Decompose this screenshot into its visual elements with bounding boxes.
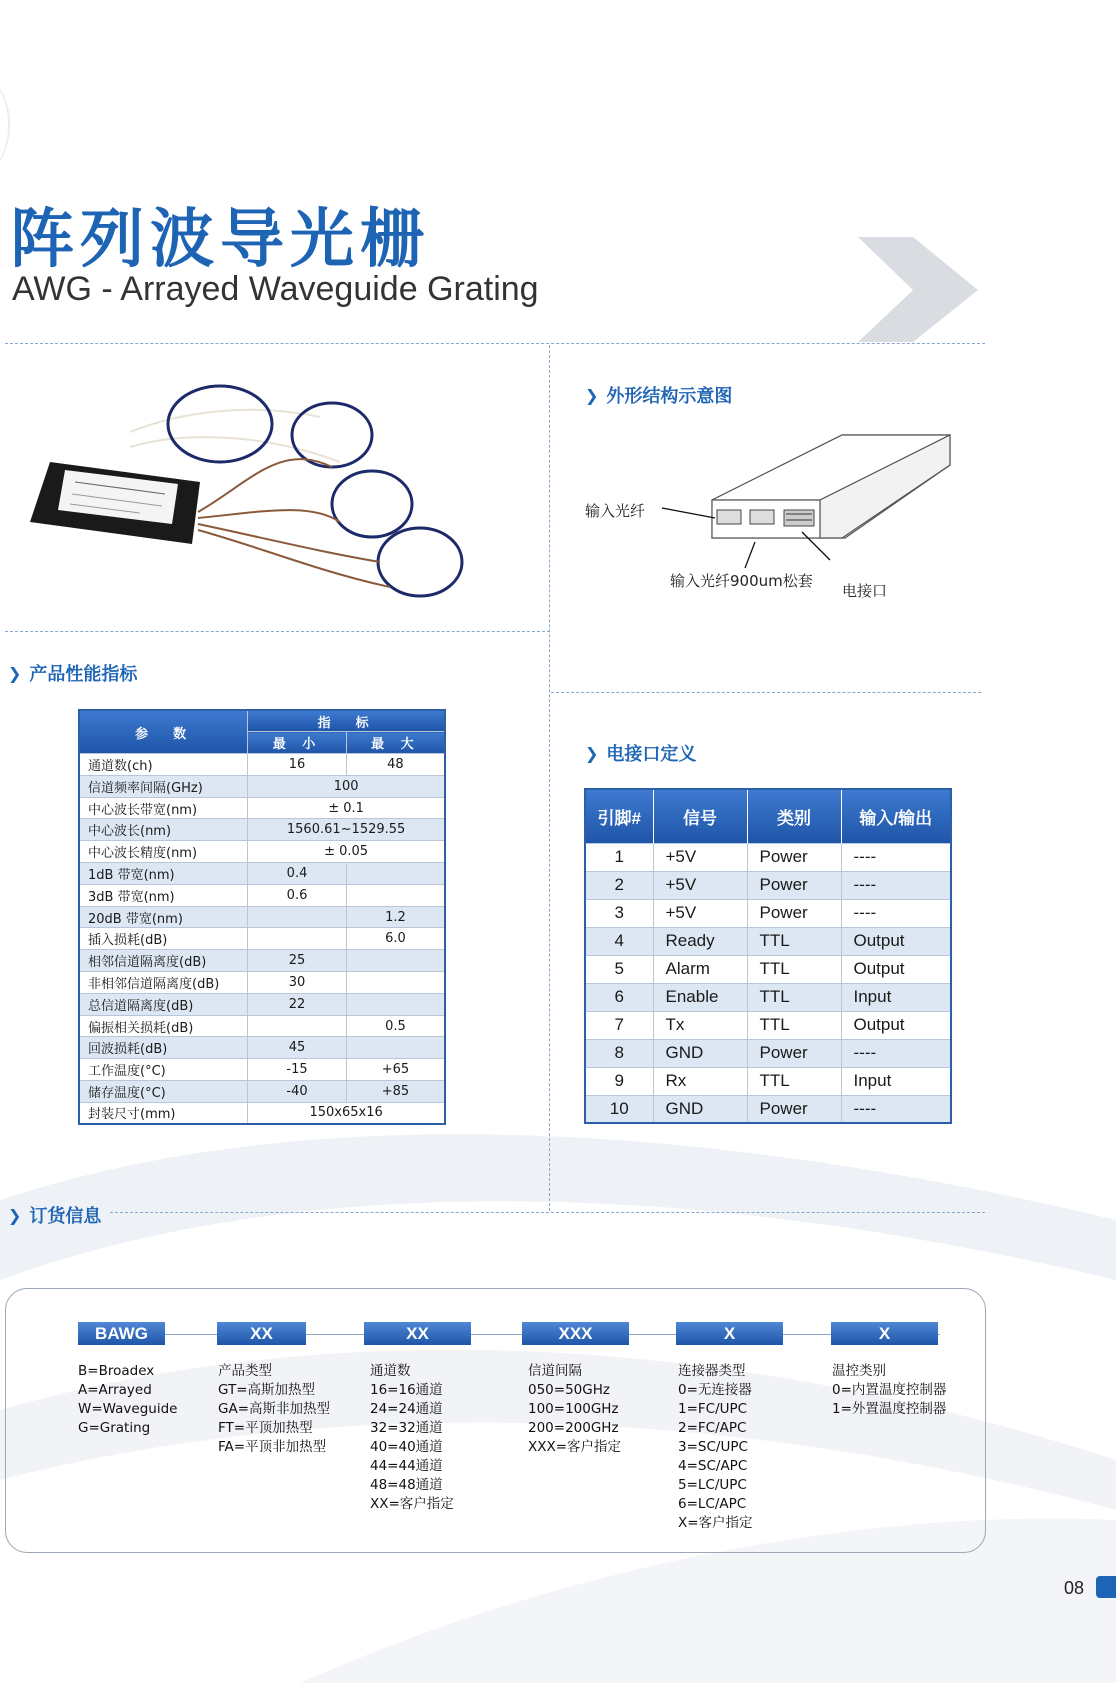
spec-value-cell: ± 0.1 — [248, 797, 445, 819]
spec-param-cell: 封装尺寸(mm) — [79, 1102, 248, 1124]
pin-number-cell: 9 — [585, 1067, 653, 1095]
order-option: B=Broadex — [78, 1363, 155, 1379]
code-connector: X — [676, 1322, 783, 1345]
section-performance-heading — [8, 660, 137, 686]
order-option: 48=48通道 — [370, 1477, 443, 1493]
pin-number-cell: 8 — [585, 1039, 653, 1067]
spec-value-header: 指 标 — [248, 710, 445, 732]
order-option: 3=SC/UPC — [678, 1439, 748, 1455]
code-channels: XX — [364, 1322, 471, 1345]
section-ordering-heading — [8, 1202, 101, 1228]
pin-type-cell: Power — [747, 843, 841, 871]
spec-row — [79, 950, 445, 972]
divider-order — [110, 1212, 985, 1213]
spec-max-cell — [346, 863, 445, 885]
pin-io-cell: ---- — [841, 1039, 951, 1067]
order-option: W=Waveguide — [78, 1401, 178, 1417]
pin-header-type: 类别 — [747, 789, 841, 843]
order-option: 2=FC/APC — [678, 1420, 747, 1436]
arrow-icon: ❯ — [8, 663, 22, 683]
order-option: 200=200GHz — [528, 1420, 619, 1436]
spec-min-cell: 45 — [248, 1037, 347, 1059]
spec-max-cell — [346, 950, 445, 972]
section-pin-label: 电接口定义 — [606, 744, 697, 765]
spec-max-cell — [346, 884, 445, 906]
spec-max-cell: +85 — [346, 1081, 445, 1103]
spec-param-cell: 回波损耗(dB) — [79, 1037, 248, 1059]
label-connector: 电接口 — [842, 582, 888, 600]
pin-signal-cell: Alarm — [653, 955, 747, 983]
order-col-temp-control — [832, 1362, 946, 1419]
pin-signal-cell: Rx — [653, 1067, 747, 1095]
section-ordering-label: 订货信息 — [29, 1206, 102, 1227]
pin-io-cell: Output — [841, 927, 951, 955]
spec-row — [79, 1037, 445, 1059]
code-spacing: XXX — [522, 1322, 629, 1345]
pin-row — [585, 1067, 951, 1095]
pin-type-cell: Power — [747, 899, 841, 927]
order-option: 4=SC/APC — [678, 1458, 748, 1474]
label-input-fiber: 输入光纤 — [585, 502, 646, 520]
spec-row — [79, 775, 445, 797]
spec-table — [78, 709, 446, 1125]
spec-param-cell: 非相邻信道隔离度(dB) — [79, 972, 248, 994]
spec-row — [79, 906, 445, 928]
pin-number-cell: 4 — [585, 927, 653, 955]
spec-row — [79, 819, 445, 841]
arrow-icon: ❯ — [585, 743, 599, 763]
pin-row — [585, 1095, 951, 1123]
page-title-zh: 阵列波导光栅 — [10, 203, 430, 277]
order-col-connector — [678, 1362, 753, 1533]
spec-value-cell: ± 0.05 — [248, 841, 445, 863]
pin-row — [585, 955, 951, 983]
spec-row — [79, 993, 445, 1015]
product-photo — [20, 372, 470, 602]
spec-param-cell: 工作温度(°C) — [79, 1059, 248, 1081]
spec-max-cell: 1.2 — [346, 906, 445, 928]
order-col-brand — [78, 1362, 177, 1438]
spec-min-cell: 16 — [248, 754, 347, 776]
pin-signal-cell: GND — [653, 1039, 747, 1067]
pin-io-cell: Input — [841, 1067, 951, 1095]
order-col-title: 信道间隔 — [528, 1363, 582, 1379]
order-option: 050=50GHz — [528, 1382, 610, 1398]
section-pin-heading — [585, 740, 696, 766]
spec-value-cell: 150x65x16 — [248, 1102, 445, 1124]
spec-row — [79, 841, 445, 863]
pin-io-cell: Input — [841, 983, 951, 1011]
spec-row — [79, 754, 445, 776]
spec-row — [79, 928, 445, 950]
order-option: X=客户指定 — [678, 1515, 753, 1531]
spec-min-cell — [248, 906, 347, 928]
spec-row — [79, 797, 445, 819]
section-outline-label: 外形结构示意图 — [606, 386, 733, 407]
pin-type-cell: Power — [747, 1039, 841, 1067]
spec-min-cell — [248, 928, 347, 950]
spec-param-cell: 储存温度(°C) — [79, 1081, 248, 1103]
divider-top — [5, 343, 985, 344]
pin-row — [585, 1011, 951, 1039]
divider-vertical — [549, 345, 550, 1211]
pin-type-cell: TTL — [747, 1067, 841, 1095]
order-option: 0=内置温度控制器 — [832, 1382, 947, 1398]
spec-param-cell: 总信道隔离度(dB) — [79, 993, 248, 1015]
order-option: 1=外置温度控制器 — [832, 1401, 947, 1417]
pin-signal-cell: GND — [653, 1095, 747, 1123]
arrow-icon: ❯ — [585, 385, 599, 405]
pin-io-cell: ---- — [841, 899, 951, 927]
pin-number-cell: 2 — [585, 871, 653, 899]
spec-min-cell: 0.6 — [248, 884, 347, 906]
order-option: FT=平顶加热型 — [218, 1420, 313, 1436]
arrow-icon: ❯ — [8, 1205, 22, 1225]
pin-number-cell: 6 — [585, 983, 653, 1011]
page-title-en: AWG - Arrayed Waveguide Grating — [12, 270, 539, 308]
pin-header-pin: 引脚# — [585, 789, 653, 843]
decorative-arc — [0, 80, 10, 170]
spec-param-cell: 20dB 带宽(nm) — [79, 906, 248, 928]
spec-max-cell: +65 — [346, 1059, 445, 1081]
pin-io-cell: ---- — [841, 843, 951, 871]
spec-max-header: 最 大 — [346, 732, 445, 754]
page-number: 08 — [1064, 1578, 1085, 1598]
divider-left-mid — [5, 631, 550, 632]
spec-min-cell: -15 — [248, 1059, 347, 1081]
pin-table — [584, 788, 952, 1124]
spec-min-cell: 25 — [248, 950, 347, 972]
spec-min-cell: -40 — [248, 1081, 347, 1103]
pin-signal-cell: +5V — [653, 843, 747, 871]
spec-param-cell: 相邻信道隔离度(dB) — [79, 950, 248, 972]
spec-param-cell: 信道频率间隔(GHz) — [79, 775, 248, 797]
section-outline-heading — [585, 382, 732, 408]
spec-table-body — [79, 754, 445, 1125]
pin-number-cell: 7 — [585, 1011, 653, 1039]
pin-type-cell: Power — [747, 1095, 841, 1123]
order-option: 5=LC/UPC — [678, 1477, 747, 1493]
order-option: 32=32通道 — [370, 1420, 443, 1436]
pin-type-cell: TTL — [747, 983, 841, 1011]
spec-min-cell: 22 — [248, 993, 347, 1015]
spec-param-cell: 中心波长(nm) — [79, 819, 248, 841]
divider-right-mid — [551, 692, 981, 693]
spec-row — [79, 884, 445, 906]
spec-row — [79, 1081, 445, 1103]
order-option: 100=100GHz — [528, 1401, 619, 1417]
order-option: 0=无连接器 — [678, 1382, 752, 1398]
order-option: 40=40通道 — [370, 1439, 443, 1455]
spec-param-cell: 3dB 带宽(nm) — [79, 884, 248, 906]
spec-max-cell — [346, 1037, 445, 1059]
code-brand: BAWG — [78, 1322, 165, 1345]
spec-row — [79, 1059, 445, 1081]
spec-row — [79, 1015, 445, 1037]
order-option: FA=平顶非加热型 — [218, 1439, 327, 1455]
spec-row — [79, 1102, 445, 1124]
spec-min-cell: 30 — [248, 972, 347, 994]
spec-param-cell: 1dB 带宽(nm) — [79, 863, 248, 885]
pin-signal-cell: +5V — [653, 871, 747, 899]
spec-row — [79, 863, 445, 885]
spec-max-cell: 48 — [346, 754, 445, 776]
order-option: G=Grating — [78, 1420, 151, 1436]
pin-row — [585, 983, 951, 1011]
code-product-type: XX — [217, 1322, 306, 1345]
pin-signal-cell: +5V — [653, 899, 747, 927]
order-option: GT=高斯加热型 — [218, 1382, 316, 1398]
pin-row — [585, 871, 951, 899]
pin-header-io: 输入/输出 — [841, 789, 951, 843]
spec-value-cell: 1560.61~1529.55 — [248, 819, 445, 841]
pin-type-cell: TTL — [747, 955, 841, 983]
spec-param-cell: 偏振相关损耗(dB) — [79, 1015, 248, 1037]
pin-number-cell: 5 — [585, 955, 653, 983]
spec-value-cell: 100 — [248, 775, 445, 797]
pin-row — [585, 899, 951, 927]
pin-number-cell: 1 — [585, 843, 653, 871]
pin-type-cell: TTL — [747, 927, 841, 955]
order-col-title: 连接器类型 — [678, 1363, 746, 1379]
chevron-decoration-icon — [858, 232, 978, 342]
pin-row — [585, 843, 951, 871]
pin-signal-cell: Tx — [653, 1011, 747, 1039]
pin-io-cell: Output — [841, 1011, 951, 1039]
pin-header-signal: 信号 — [653, 789, 747, 843]
order-option: 16=16通道 — [370, 1382, 443, 1398]
code-temp-control: X — [831, 1322, 938, 1345]
order-option: XXX=客户指定 — [528, 1439, 622, 1455]
order-option: 24=24通道 — [370, 1401, 443, 1417]
spec-max-cell: 6.0 — [346, 928, 445, 950]
order-col-title: 产品类型 — [218, 1363, 272, 1379]
spec-min-cell — [248, 1015, 347, 1037]
spec-param-cell: 中心波长带宽(nm) — [79, 797, 248, 819]
spec-max-cell — [346, 993, 445, 1015]
spec-param-cell: 中心波长精度(nm) — [79, 841, 248, 863]
pin-type-cell: TTL — [747, 1011, 841, 1039]
spec-row — [79, 972, 445, 994]
spec-min-cell: 0.4 — [248, 863, 347, 885]
order-option: A=Arrayed — [78, 1382, 152, 1398]
order-col-title: 温控类别 — [832, 1363, 886, 1379]
order-col-product-type — [218, 1362, 330, 1457]
spec-param-cell: 插入损耗(dB) — [79, 928, 248, 950]
page-tab-marker — [1096, 1576, 1116, 1598]
label-fiber-tube: 输入光纤900um松套 — [670, 572, 813, 590]
order-option: 44=44通道 — [370, 1458, 443, 1474]
pin-type-cell: Power — [747, 871, 841, 899]
order-col-channels — [370, 1362, 454, 1514]
pin-io-cell: Output — [841, 955, 951, 983]
pin-io-cell: ---- — [841, 1095, 951, 1123]
pin-number-cell: 3 — [585, 899, 653, 927]
pin-row — [585, 927, 951, 955]
spec-min-header: 最 小 — [248, 732, 347, 754]
pin-row — [585, 1039, 951, 1067]
pin-signal-cell: Ready — [653, 927, 747, 955]
pin-signal-cell: Enable — [653, 983, 747, 1011]
order-option: 6=LC/APC — [678, 1496, 747, 1512]
order-col-spacing — [528, 1362, 621, 1457]
spec-param-header: 参 数 — [79, 710, 248, 754]
order-option: XX=客户指定 — [370, 1496, 454, 1512]
order-option: 1=FC/UPC — [678, 1401, 748, 1417]
pin-io-cell: ---- — [841, 871, 951, 899]
spec-param-cell: 通道数(ch) — [79, 754, 248, 776]
order-col-title: 通道数 — [370, 1363, 411, 1379]
order-option: GA=高斯非加热型 — [218, 1401, 331, 1417]
spec-max-cell: 0.5 — [346, 1015, 445, 1037]
spec-max-cell — [346, 972, 445, 994]
section-performance-label: 产品性能指标 — [29, 664, 138, 685]
pin-number-cell: 10 — [585, 1095, 653, 1123]
pin-table-body — [585, 843, 951, 1123]
